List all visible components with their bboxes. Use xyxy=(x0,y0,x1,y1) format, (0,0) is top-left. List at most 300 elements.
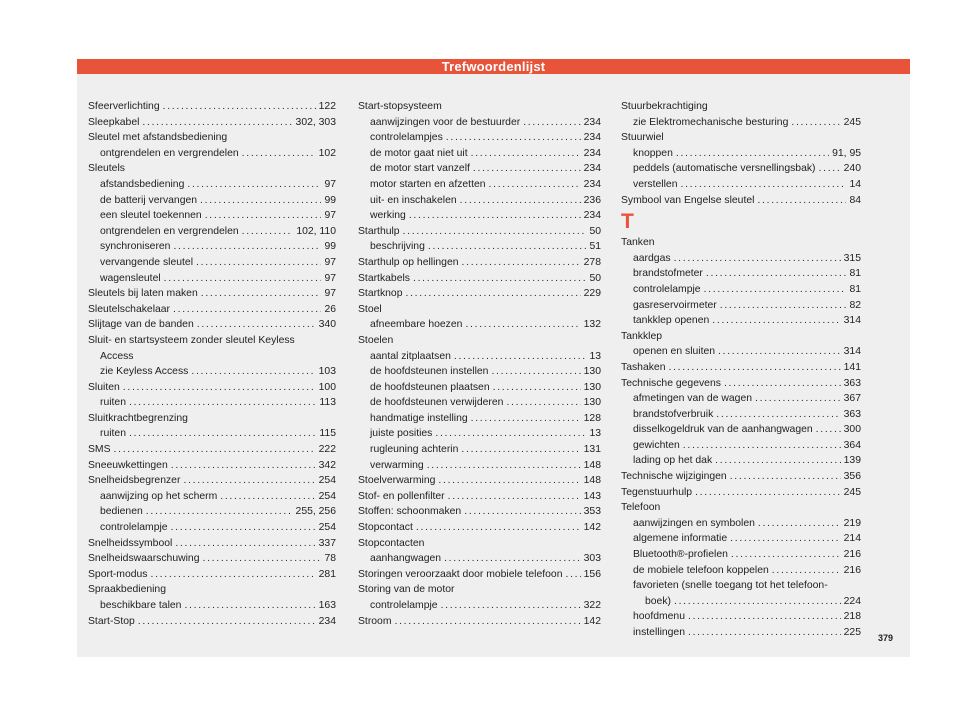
page-reference: 222 xyxy=(318,444,336,456)
dot-leader xyxy=(695,485,841,501)
page-reference: 225 xyxy=(843,627,861,638)
index-term: de hoofdsteunen plaatsen xyxy=(370,381,490,393)
index-entry xyxy=(88,458,336,474)
index-entry xyxy=(358,489,601,505)
index-term: zie Keyless Access xyxy=(100,366,189,378)
index-term: algemene informatie xyxy=(633,533,728,545)
index-entry xyxy=(358,614,601,630)
index-heading: Stoelen xyxy=(358,334,394,346)
index-term: Stof- en pollenfilter xyxy=(358,490,445,502)
index-entry xyxy=(88,504,336,520)
dot-leader xyxy=(413,271,586,287)
dot-leader xyxy=(405,286,580,302)
dot-leader xyxy=(816,422,841,438)
dot-leader xyxy=(473,161,581,177)
index-term: lading op het dak xyxy=(633,455,713,467)
page-reference: 97 xyxy=(324,178,336,190)
dot-leader xyxy=(171,458,316,474)
page-reference: 234 xyxy=(583,178,601,190)
index-term: Technische wijzigingen xyxy=(621,471,727,483)
page-reference: 234 xyxy=(583,132,601,144)
dot-leader xyxy=(565,567,580,583)
index-entry xyxy=(358,551,601,567)
index-term: vervangende sleutel xyxy=(100,256,194,268)
index-term: juiste posities xyxy=(370,428,433,440)
index-entry xyxy=(88,520,336,536)
index-entry xyxy=(621,360,861,376)
index-term: peddels (automatische versnellingsbak) xyxy=(633,163,816,175)
index-entry xyxy=(621,313,861,329)
index-heading: Telefoon xyxy=(621,502,661,514)
index-entry xyxy=(358,567,601,583)
index-entry xyxy=(621,251,861,267)
dot-leader xyxy=(791,115,840,131)
page-reference: 234 xyxy=(583,163,601,175)
dot-leader xyxy=(755,391,841,407)
index-entry xyxy=(621,531,861,547)
index-column-2 xyxy=(358,99,601,629)
index-term: Startknop xyxy=(358,288,403,300)
page-reference: 218 xyxy=(843,611,861,623)
dot-leader xyxy=(731,547,841,563)
dot-leader xyxy=(720,298,847,314)
index-heading: Stuurwiel xyxy=(621,132,664,144)
dot-leader xyxy=(183,473,315,489)
dot-leader xyxy=(706,266,847,282)
page-reference: 102, 110 xyxy=(296,225,336,237)
index-term: SMS xyxy=(88,444,111,456)
dot-leader xyxy=(163,99,316,115)
index-term: verstellen xyxy=(633,178,678,190)
index-term: Tashaken xyxy=(621,361,666,373)
index-term: Sneeuwkettingen xyxy=(88,459,168,471)
dot-leader xyxy=(819,161,841,177)
dot-leader xyxy=(114,442,316,458)
index-heading: Spraakbediening xyxy=(88,584,166,596)
index-entry xyxy=(358,224,601,240)
page-reference: 14 xyxy=(849,178,861,190)
page-reference: 81 xyxy=(849,283,861,295)
dot-leader xyxy=(205,208,322,224)
index-term: Sleutels bij laten maken xyxy=(88,288,198,300)
page-reference: 315 xyxy=(843,252,861,264)
page-reference: 26 xyxy=(324,303,336,315)
index-entry xyxy=(621,516,861,532)
index-entry xyxy=(88,99,336,115)
index-term: aantal zitplaatsen xyxy=(370,350,451,362)
dot-leader xyxy=(403,224,587,240)
dot-leader xyxy=(129,426,316,442)
dot-leader xyxy=(454,349,587,365)
page-reference: 234 xyxy=(583,210,601,222)
dot-leader xyxy=(171,520,316,536)
page-reference: 102 xyxy=(318,147,336,159)
index-entry xyxy=(358,177,601,193)
index-term: Sport-modus xyxy=(88,568,148,580)
dot-leader xyxy=(668,360,840,376)
dot-leader xyxy=(164,271,322,287)
index-term: hoofdmenu xyxy=(633,611,685,623)
dot-leader xyxy=(462,255,581,271)
index-entry xyxy=(621,266,861,282)
index-term: de hoofdsteunen instellen xyxy=(370,366,489,378)
index-term: Startkabels xyxy=(358,272,410,284)
dot-leader xyxy=(704,282,847,298)
index-term: afneembare hoezen xyxy=(370,319,463,331)
page-number: 379 xyxy=(878,633,894,643)
page-reference: 142 xyxy=(583,615,601,627)
index-term: de batterij vervangen xyxy=(100,194,198,206)
index-entry xyxy=(88,567,336,583)
index-entry xyxy=(358,208,601,224)
index-entry xyxy=(358,426,601,442)
page-reference: 97 xyxy=(324,288,336,300)
index-term: controlelampje xyxy=(100,522,168,534)
page-reference: 113 xyxy=(319,397,336,409)
dot-leader xyxy=(242,146,316,162)
index-term: de mobiele telefoon koppelen xyxy=(633,564,769,576)
index-heading: Sluitkrachtbegrenzing xyxy=(88,412,188,424)
index-heading: favorieten (snelle toegang tot het telefoon- xyxy=(633,580,828,592)
index-entry xyxy=(88,442,336,458)
page-reference: 322 xyxy=(583,600,601,611)
dot-leader xyxy=(242,224,294,240)
dot-leader xyxy=(448,489,581,505)
index-entry xyxy=(88,536,336,552)
index-term: Starthulp op hellingen xyxy=(358,256,459,268)
page-reference: 278 xyxy=(583,256,601,268)
dot-leader xyxy=(220,489,315,505)
page-reference: 122 xyxy=(318,101,336,112)
page-reference: 97 xyxy=(324,256,336,268)
index-term: Snelheidsbegrenzer xyxy=(88,475,181,487)
index-term: Bluetooth®-profielen xyxy=(633,549,728,561)
index-entry xyxy=(358,520,601,536)
page-reference: 224 xyxy=(843,595,861,607)
page-reference: 50 xyxy=(589,272,601,284)
index-entry xyxy=(88,551,336,567)
index-term: wagensleutel xyxy=(100,272,161,284)
index-term: Snelheidswaarschuwing xyxy=(88,553,200,565)
page-reference: 254 xyxy=(318,475,336,487)
index-entry xyxy=(88,115,336,131)
page-reference: 245 xyxy=(843,116,861,128)
dot-leader xyxy=(523,115,580,131)
index-term: disselkogeldruk van de aanhangwagen xyxy=(633,424,813,436)
page-title: Trefwoordenlijst xyxy=(441,59,546,74)
dot-leader xyxy=(716,407,840,423)
dot-leader xyxy=(138,614,316,630)
page-reference: 229 xyxy=(583,288,601,300)
page-reference: 132 xyxy=(583,319,601,331)
index-term: Sfeerverlichting xyxy=(88,101,160,112)
dot-leader xyxy=(715,453,841,469)
index-entry xyxy=(621,376,861,392)
dot-leader xyxy=(506,395,580,411)
index-term: Sleepkabel xyxy=(88,116,140,128)
index-term: Stoelverwarming xyxy=(358,475,436,487)
index-entry xyxy=(358,239,601,255)
page-reference: 13 xyxy=(589,350,601,362)
index-term: tankklep openen xyxy=(633,315,710,327)
index-term: verwarming xyxy=(370,459,424,471)
index-entry xyxy=(621,282,861,298)
page-reference: 214 xyxy=(843,533,861,545)
dot-leader xyxy=(676,146,829,162)
index-entry xyxy=(88,317,336,333)
dot-leader xyxy=(191,364,315,380)
dot-leader xyxy=(680,177,846,193)
index-term: ruiten xyxy=(100,428,126,440)
index-term: Stroom xyxy=(358,615,392,627)
index-column-1 xyxy=(88,99,336,629)
index-entry xyxy=(358,395,601,411)
page-reference: 97 xyxy=(324,272,336,284)
page-reference: 302, 303 xyxy=(295,116,336,128)
dot-leader xyxy=(202,551,321,567)
page-reference: 254 xyxy=(318,490,336,502)
page-reference: 99 xyxy=(324,241,336,253)
dot-leader xyxy=(438,473,580,489)
index-entry xyxy=(358,193,601,209)
page-reference: 131 xyxy=(583,444,601,456)
index-term: instellingen xyxy=(633,627,685,638)
page-reference: 255, 256 xyxy=(295,506,336,518)
page-reference: 82 xyxy=(849,299,861,311)
page-reference: 130 xyxy=(583,397,601,409)
dot-leader xyxy=(395,614,581,630)
page-reference: 363 xyxy=(843,408,861,420)
index-heading: Stuurbekrachtiging xyxy=(621,101,708,112)
index-heading: Sleutels xyxy=(88,163,125,175)
page-reference: 142 xyxy=(583,522,601,534)
index-entry xyxy=(621,177,861,193)
index-entry xyxy=(88,302,336,318)
dot-leader xyxy=(758,516,841,532)
page-reference: 163 xyxy=(318,600,336,611)
index-entry xyxy=(88,239,336,255)
dot-leader xyxy=(489,177,581,193)
index-term: brandstofmeter xyxy=(633,268,703,280)
index-term: Sleutelschakelaar xyxy=(88,303,171,315)
index-entry xyxy=(621,115,861,131)
index-term: werking xyxy=(370,210,406,222)
page-reference: 314 xyxy=(843,346,861,358)
dot-leader xyxy=(730,531,841,547)
dot-leader xyxy=(688,625,841,641)
dot-leader xyxy=(409,208,581,224)
index-term: Slijtage van de banden xyxy=(88,319,194,331)
index-entry xyxy=(621,391,861,407)
index-entry xyxy=(621,485,861,501)
page-reference: 81 xyxy=(849,268,861,280)
index-term: handmatige instelling xyxy=(370,412,468,424)
dot-leader xyxy=(416,520,581,536)
page-reference: 281 xyxy=(318,568,336,580)
page-reference: 130 xyxy=(583,381,601,393)
index-term: de motor gaat niet uit xyxy=(370,147,468,159)
index-term: ontgrendelen en vergrendelen xyxy=(100,147,239,159)
index-column-3 xyxy=(621,99,861,641)
index-term: de motor start vanzelf xyxy=(370,163,470,175)
index-term: gasreservoirmeter xyxy=(633,299,717,311)
index-entry xyxy=(88,426,336,442)
page-reference: 236 xyxy=(583,194,601,206)
dot-leader xyxy=(446,130,581,146)
index-heading: Sluit- en startsysteem zonder sleutel Keyless xyxy=(88,334,295,346)
index-term: aanhangwagen xyxy=(370,553,442,565)
page-reference: 216 xyxy=(843,549,861,561)
page-reference: 367 xyxy=(843,393,861,405)
index-entry xyxy=(621,594,861,610)
index-term: Stopcontact xyxy=(358,522,413,534)
index-term: aanwijzing op het scherm xyxy=(100,490,218,502)
page-reference: 342 xyxy=(318,459,336,471)
index-term: afstandsbediening xyxy=(100,178,185,190)
index-term: knoppen xyxy=(633,147,673,159)
dot-leader xyxy=(674,594,841,610)
dot-leader xyxy=(712,313,840,329)
page-reference: 314 xyxy=(843,315,861,327)
index-entry xyxy=(621,469,861,485)
index-term: aanwijzingen voor de bestuurder xyxy=(370,116,521,128)
index-term: ruiten xyxy=(100,397,126,409)
index-entry xyxy=(88,489,336,505)
page-reference: 234 xyxy=(583,147,601,159)
page-reference: 115 xyxy=(319,428,336,440)
dot-leader xyxy=(175,536,315,552)
index-entry xyxy=(621,344,861,360)
index-entry xyxy=(88,614,336,630)
page-reference: 356 xyxy=(843,471,861,483)
index-term: beschrijving xyxy=(370,241,425,253)
index-heading: Stopcontacten xyxy=(358,537,425,549)
index-entry xyxy=(358,458,601,474)
index-term: uit- en inschakelen xyxy=(370,194,457,206)
index-entry xyxy=(88,146,336,162)
page-reference: 219 xyxy=(843,517,861,529)
index-term: Starthulp xyxy=(358,225,400,237)
index-entry xyxy=(358,504,601,520)
index-term: rugleuning achterin xyxy=(370,444,459,456)
index-term: Stoffen: schoonmaken xyxy=(358,506,462,518)
page-reference: 78 xyxy=(324,553,336,565)
page-reference: 240 xyxy=(843,163,861,175)
dot-leader xyxy=(724,376,841,392)
index-entry xyxy=(621,146,861,162)
dot-leader xyxy=(184,598,315,614)
index-term: Tegenstuurhulp xyxy=(621,486,693,498)
index-term: synchroniseren xyxy=(100,241,171,253)
page-reference: 245 xyxy=(843,486,861,498)
dot-leader xyxy=(730,469,841,485)
index-term: Sluiten xyxy=(88,381,120,393)
dot-leader xyxy=(688,609,841,625)
index-entry xyxy=(358,255,601,271)
index-entry xyxy=(88,473,336,489)
index-heading: Stoel xyxy=(358,303,382,315)
dot-leader xyxy=(464,504,580,520)
dot-leader xyxy=(493,380,581,396)
page-reference: 139 xyxy=(843,455,861,467)
dot-leader xyxy=(441,598,581,614)
index-entry xyxy=(88,380,336,396)
index-entry xyxy=(621,453,861,469)
index-entry xyxy=(621,422,861,438)
index-entry xyxy=(621,625,861,641)
dot-leader xyxy=(427,458,581,474)
page-reference: 97 xyxy=(324,210,336,222)
page-reference: 254 xyxy=(318,522,336,534)
index-term: Symbool van Engelse sleutel xyxy=(621,194,755,206)
index-term: beschikbare talen xyxy=(100,600,182,611)
dot-leader xyxy=(772,563,841,579)
index-heading: Access xyxy=(100,350,134,362)
index-term: gewichten xyxy=(633,439,680,451)
index-entry xyxy=(358,598,601,614)
section-letter: T xyxy=(621,210,634,234)
page-reference: 337 xyxy=(318,537,336,549)
index-entry xyxy=(88,364,336,380)
dot-leader xyxy=(461,442,580,458)
dot-leader xyxy=(187,177,321,193)
index-term: brandstofverbruik xyxy=(633,408,714,420)
index-entry xyxy=(88,255,336,271)
index-entry xyxy=(358,130,601,146)
page-reference: 99 xyxy=(324,194,336,206)
page-reference: 13 xyxy=(589,428,601,440)
index-entry xyxy=(358,442,601,458)
page-reference: 50 xyxy=(589,225,601,237)
dot-leader xyxy=(757,193,846,209)
index-entry xyxy=(88,271,336,287)
index-heading: Sleutel met afstandsbediening xyxy=(88,132,228,144)
index-entry xyxy=(621,193,861,209)
index-term: Technische gegevens xyxy=(621,377,721,389)
page-reference: 103 xyxy=(318,366,336,378)
index-entry xyxy=(358,380,601,396)
dot-leader xyxy=(196,255,321,271)
dot-leader xyxy=(683,438,841,454)
index-term: de hoofdsteunen verwijderen xyxy=(370,397,504,409)
index-entry xyxy=(88,395,336,411)
index-entry xyxy=(88,193,336,209)
page-reference: 143 xyxy=(583,490,601,502)
index-term: motor starten en afzetten xyxy=(370,178,486,190)
index-entry xyxy=(88,286,336,302)
dot-leader xyxy=(201,286,322,302)
index-term: Snelheidssymbool xyxy=(88,537,173,549)
index-entry xyxy=(621,563,861,579)
dot-leader xyxy=(142,115,292,131)
index-entry xyxy=(358,364,601,380)
page-reference: 51 xyxy=(589,241,601,253)
index-entry xyxy=(358,411,601,427)
dot-leader xyxy=(471,411,581,427)
index-entry xyxy=(358,317,601,333)
index-term: ontgrendelen en vergrendelen xyxy=(100,225,239,237)
index-term: openen en sluiten xyxy=(633,346,716,358)
dot-leader xyxy=(471,146,581,162)
page-reference: 234 xyxy=(583,116,601,128)
index-term: Storingen veroorzaakt door mobiele telefoon xyxy=(358,568,563,580)
dot-leader xyxy=(718,344,841,360)
dot-leader xyxy=(460,193,581,209)
page-reference: 364 xyxy=(843,439,861,451)
page-reference: 84 xyxy=(849,194,861,206)
index-entry xyxy=(88,598,336,614)
dot-leader xyxy=(444,551,581,567)
